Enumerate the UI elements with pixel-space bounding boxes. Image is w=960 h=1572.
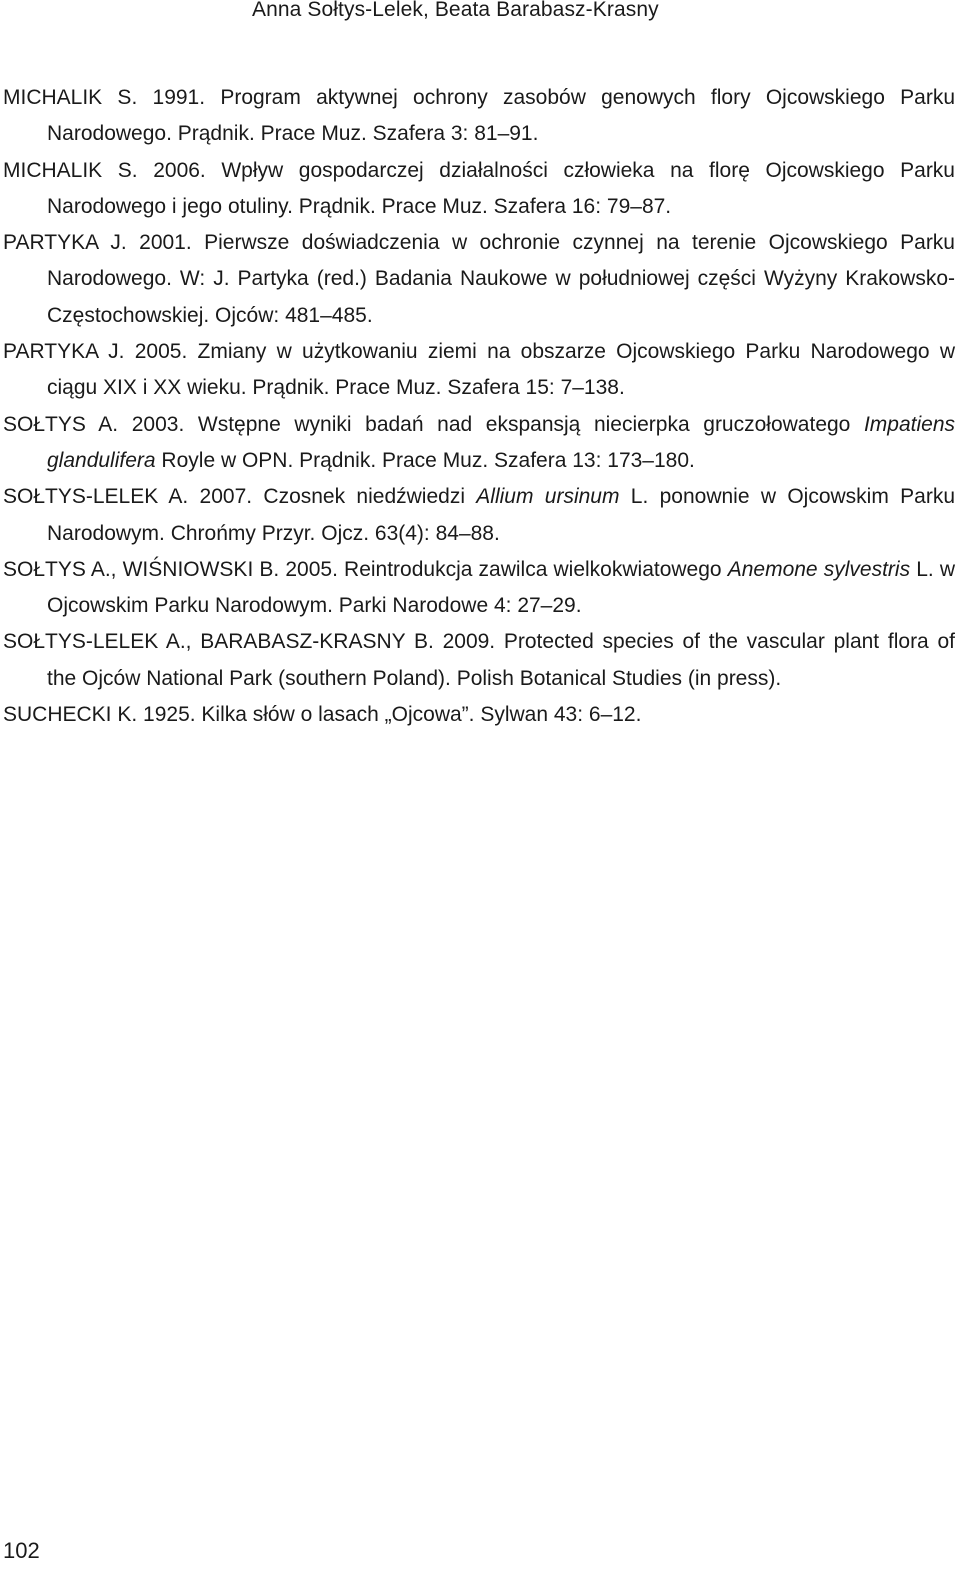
- species-name: Anemone sylvestris: [727, 557, 911, 581]
- reference-text: Royle w OPN. Prądnik. Prace Muz. Szafera 13: 173–180.: [155, 448, 695, 472]
- reference-text: MICHALIK S. 2006. Wpływ gospodarczej działalności człowieka na florę Ojcowskiego Parku Narodowego i jego otuliny. Prądnik. Prace Muz. Szafera 16: 79–87.: [3, 158, 955, 218]
- reference-text: L. ponownie w Ojcowskim Parku Narodowym. Chrońmy Przyr. Ojcz. 63(4): 84–88.: [47, 485, 955, 545]
- species-name: Allium ursinum: [476, 485, 620, 509]
- species-name: Impatiens glandulifera: [47, 412, 955, 472]
- reference-entry: [3, 80, 955, 153]
- reference-entry: [3, 334, 955, 407]
- reference-text: SOŁTYS-LELEK A., BARABASZ-KRASNY B. 2009. Protected species of the vascular plant flora of the Ojców National Park (southern Poland). Polish Botanical Studies (in press).: [3, 630, 955, 690]
- reference-text: SOŁTYS A. 2003. Wstępne wyniki badań nad ekspansją niecierpka gruczołowatego: [3, 412, 864, 436]
- page-number: 102: [3, 1538, 40, 1563]
- reference-entry: [3, 552, 955, 625]
- reference-entry: [3, 407, 955, 480]
- reference-entry: [3, 479, 955, 552]
- reference-entry: [3, 153, 955, 226]
- reference-text: PARTYKA J. 2001. Pierwsze doświadczenia w ochronie czynnej na terenie Ojcowskiego Parku Narodowego. W: J. Partyka (red.) Badania Naukowe w południowej części Wyżyny Krakowsko-Częstochowskiej. Ojców: 481–485.: [3, 231, 955, 327]
- reference-text: PARTYKA J. 2005. Zmiany w użytkowaniu ziemi na obszarze Ojcowskiego Parku Narodowego w ciągu XIX i XX wieku. Prądnik. Prace Muz. Szafera 15: 7–138.: [3, 340, 955, 400]
- reference-list: [3, 80, 955, 733]
- running-head-authors: Anna Sołtys-Lelek, Beata Barabasz-Krasny: [252, 0, 659, 21]
- reference-entry: [3, 225, 955, 334]
- reference-text: SUCHECKI K. 1925. Kilka słów o lasach „Ojcowa”. Sylwan 43: 6–12.: [3, 703, 642, 727]
- reference-text: L. w Ojcowskim Parku Narodowym. Parki Narodowe 4: 27–29.: [47, 557, 955, 618]
- reference-text: SOŁTYS-LELEK A. 2007. Czosnek niedźwiedzi: [3, 485, 477, 509]
- reference-text: MICHALIK S. 1991. Program aktywnej ochrony zasobów genowych flory Ojcowskiego Parku Narodowego. Prądnik. Prace Muz. Szafera 3: 81–91.: [3, 86, 955, 146]
- reference-entry: [3, 624, 955, 697]
- reference-text: SOŁTYS A., WIŚNIOWSKI B. 2005. Reintrodukcja zawilca wielkokwiatowego: [3, 557, 728, 581]
- reference-entry: [3, 697, 955, 733]
